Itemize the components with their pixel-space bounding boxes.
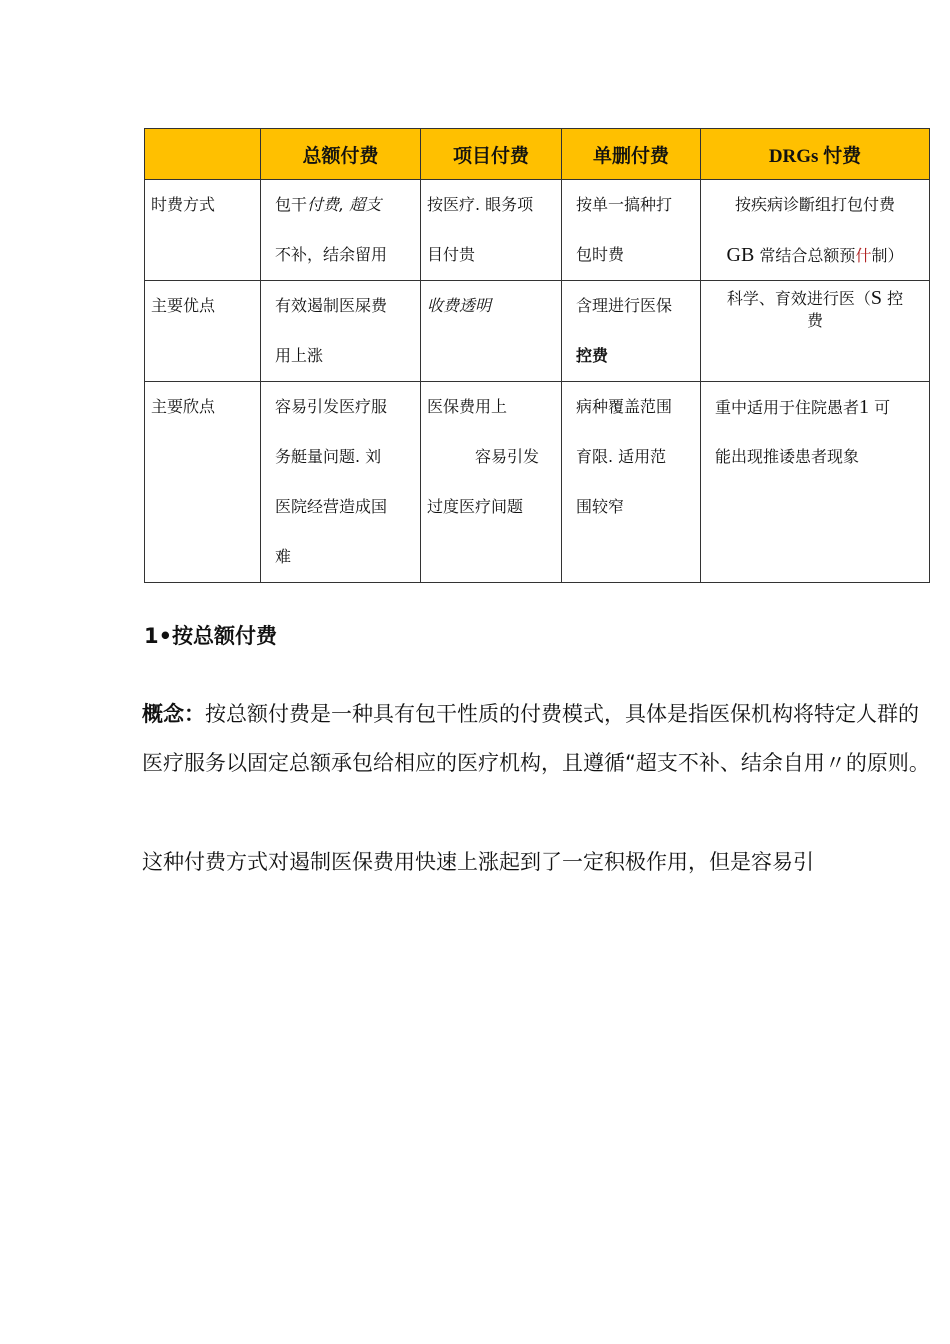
concept-label: 概念： — [142, 702, 205, 726]
cell-text: 不补，结余留用 — [275, 245, 388, 264]
section-heading: 1•按总额付费 — [144, 624, 278, 648]
table-cell — [701, 180, 930, 281]
cell-text: 有效遏制医屎费 — [275, 296, 388, 315]
cell-text: 包时费 — [576, 245, 625, 264]
cell-text-italic: 付费, 超支 — [307, 195, 382, 214]
table-cell — [421, 180, 562, 281]
table-cell — [261, 281, 421, 382]
cell-text: 围较窄 — [576, 497, 625, 516]
cell-text: 过度医疗间题 — [427, 497, 524, 516]
concept-text: 按总额付费是一种具有包干性质的付费模式，具体是指医保机构将特定人群的医疗服务以固定总额承包给相应的医疗机构，且遵循“超支不补、结余自用〃的原则。 — [142, 702, 930, 775]
header-single-disease: 单删付费 — [562, 129, 701, 180]
header-empty — [145, 129, 261, 180]
header-fee-for-service: 项目付费 — [421, 129, 562, 180]
payment-comparison-table — [144, 128, 930, 583]
cell-text: 医保费用上 — [427, 397, 508, 416]
row-label: 时费方式 — [145, 180, 261, 281]
cell-text: 常结合总额预 — [759, 246, 856, 265]
cell-text: 包干 — [275, 195, 308, 214]
cell-text: 1 — [859, 396, 870, 418]
table-header-row — [145, 129, 930, 180]
table-cell — [562, 382, 701, 583]
row-label: 主要优点 — [145, 281, 261, 382]
table-row — [145, 180, 930, 281]
table-cell — [261, 382, 421, 583]
cell-text: 医院经营造成国 — [275, 497, 388, 516]
table-row — [145, 382, 930, 583]
table-cell — [701, 281, 930, 382]
cell-text: 容易引发 — [475, 447, 540, 466]
cell-text: 什 — [855, 246, 872, 265]
table-cell — [562, 180, 701, 281]
body-paragraph: 这种付费方式对遏制医保费用快速上涨起到了一定积极作用，但是容易引 — [142, 850, 814, 874]
cell-text: 病种覆盖范围 — [576, 397, 673, 416]
table-row — [145, 281, 930, 382]
cell-text: 重中适用于住院愚者 — [715, 398, 860, 417]
cell-text: 控费 — [576, 346, 609, 365]
table-cell — [562, 281, 701, 382]
cell-text: 能出现推诿患者现象 — [715, 447, 860, 466]
table-cell — [421, 281, 562, 382]
cell-text: 按疾病诊斷组打包付费 — [734, 195, 895, 214]
cell-text: 含理进行医保 — [576, 296, 673, 315]
cell-text: 可 — [874, 398, 891, 417]
header-global-budget: 总额付费 — [261, 129, 421, 180]
cell-text: 按单一搞种打 — [576, 195, 673, 214]
cell-text: GB — [726, 244, 755, 266]
cell-text: 育限. 适用范 — [576, 447, 667, 466]
row-label: 主要欣点 — [145, 382, 261, 583]
cell-text: 务艇量问题. 刘 — [275, 447, 382, 466]
header-drgs: DRGs 忖费 — [701, 129, 930, 180]
cell-text: 制） — [871, 246, 904, 265]
cell-text: S — [870, 287, 883, 309]
cell-text: 科学、育效进行医（ — [726, 289, 871, 308]
cell-text: 用上涨 — [275, 346, 324, 365]
cell-text: 目付贵 — [427, 245, 476, 264]
cell-text: 难 — [275, 547, 292, 566]
cell-text-italic: 收费透明 — [427, 296, 492, 315]
concept-paragraph — [142, 690, 932, 788]
cell-text: 费 — [806, 311, 823, 330]
table-cell — [261, 180, 421, 281]
cell-text: 控 — [887, 289, 904, 308]
table-cell — [421, 382, 562, 583]
cell-text: 容易引发医疗服 — [275, 397, 388, 416]
table-cell — [701, 382, 930, 583]
cell-text: 按医疗. 眼务项 — [427, 195, 534, 214]
